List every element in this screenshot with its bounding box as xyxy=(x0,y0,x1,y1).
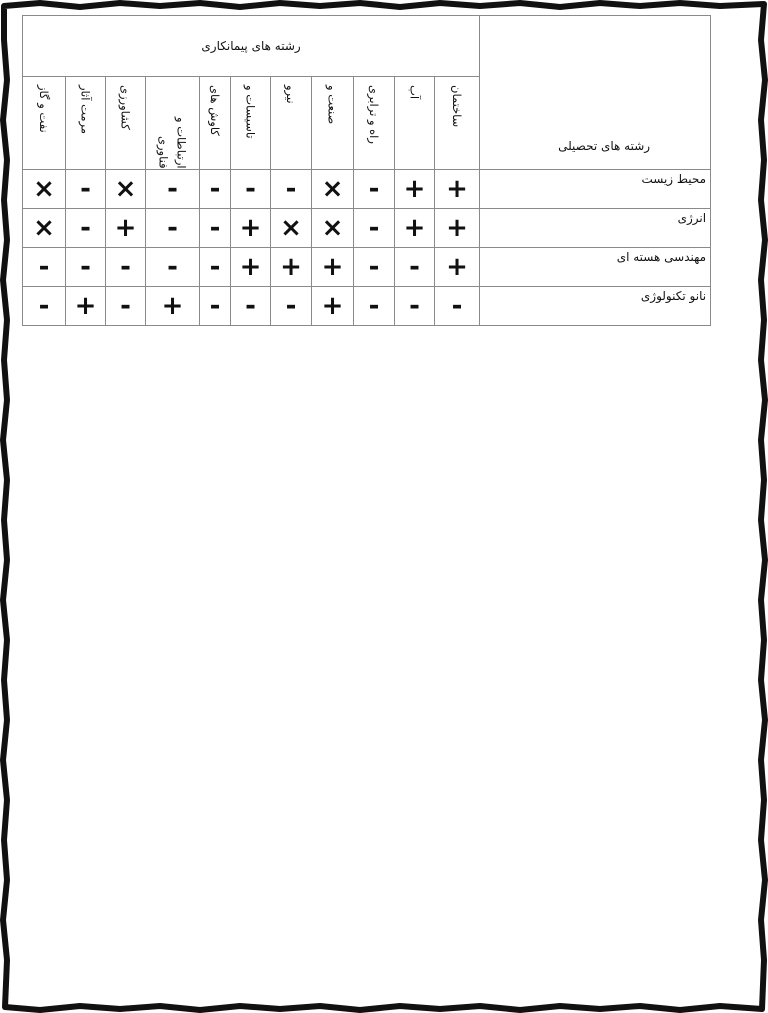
column-header: صنعت و xyxy=(312,77,354,170)
contracting-fields-header: رشته های پیمانکاری xyxy=(23,16,480,77)
mark-cell: + xyxy=(231,209,271,248)
mark-cell: - xyxy=(354,287,395,326)
column-header: راه و ترابری xyxy=(354,77,395,170)
column-header: کشاورزی xyxy=(106,77,146,170)
mark-cell: - xyxy=(66,209,106,248)
mark-cell: - xyxy=(200,170,231,209)
column-header: مرمت آثار xyxy=(66,77,106,170)
mark-cell: - xyxy=(23,248,66,287)
mark-cell: + xyxy=(106,209,146,248)
mark-cell: - xyxy=(146,209,200,248)
mark-cell: - xyxy=(23,287,66,326)
column-header: تاسیسات و xyxy=(231,77,271,170)
mark-cell: - xyxy=(354,248,395,287)
mark-cell: - xyxy=(106,287,146,326)
mark-cell: × xyxy=(312,209,354,248)
table-row xyxy=(23,209,711,248)
column-header: نفت و گاز xyxy=(23,77,66,170)
mark-cell: - xyxy=(66,248,106,287)
mark-cell: × xyxy=(312,170,354,209)
row-label: نانو تکنولوژی xyxy=(480,287,711,326)
table-row xyxy=(23,287,711,326)
mark-cell: - xyxy=(395,248,435,287)
mark-cell: + xyxy=(395,170,435,209)
contracting-fields-table xyxy=(22,15,711,326)
mark-cell: × xyxy=(23,170,66,209)
row-label: محیط زیست xyxy=(480,170,711,209)
mark-cell: - xyxy=(200,209,231,248)
column-header: ارتباطات و فناوری xyxy=(146,77,200,170)
row-label: انرژی xyxy=(480,209,711,248)
mark-cell: - xyxy=(200,287,231,326)
mark-cell: + xyxy=(312,248,354,287)
mark-cell: - xyxy=(106,248,146,287)
mark-cell: + xyxy=(231,248,271,287)
column-header: آب xyxy=(395,77,435,170)
mark-cell: + xyxy=(271,248,312,287)
mark-cell: - xyxy=(200,248,231,287)
mark-cell: × xyxy=(23,209,66,248)
mark-cell: + xyxy=(395,209,435,248)
mark-cell: × xyxy=(271,209,312,248)
mark-cell: - xyxy=(354,170,395,209)
column-header: کاوش های xyxy=(200,77,231,170)
mark-cell: + xyxy=(435,209,480,248)
mark-cell: + xyxy=(312,287,354,326)
mark-cell: - xyxy=(231,170,271,209)
mark-cell: - xyxy=(66,170,106,209)
row-label: مهندسی هسته ای xyxy=(480,248,711,287)
mark-cell: - xyxy=(146,170,200,209)
mark-cell: + xyxy=(146,287,200,326)
mark-cell: + xyxy=(66,287,106,326)
mark-cell: - xyxy=(354,209,395,248)
mark-cell: - xyxy=(146,248,200,287)
table-row xyxy=(23,170,711,209)
mark-cell: - xyxy=(231,287,271,326)
mark-cell: + xyxy=(435,248,480,287)
mark-cell: - xyxy=(435,287,480,326)
mark-cell: - xyxy=(395,287,435,326)
mark-cell: × xyxy=(106,170,146,209)
academic-fields-header: رشته های تحصیلی xyxy=(480,16,711,170)
column-header: نیرو xyxy=(271,77,312,170)
mark-cell: + xyxy=(435,170,480,209)
mark-cell: - xyxy=(271,287,312,326)
column-header: ساختمان xyxy=(435,77,480,170)
mark-cell: - xyxy=(271,170,312,209)
table-row xyxy=(23,248,711,287)
